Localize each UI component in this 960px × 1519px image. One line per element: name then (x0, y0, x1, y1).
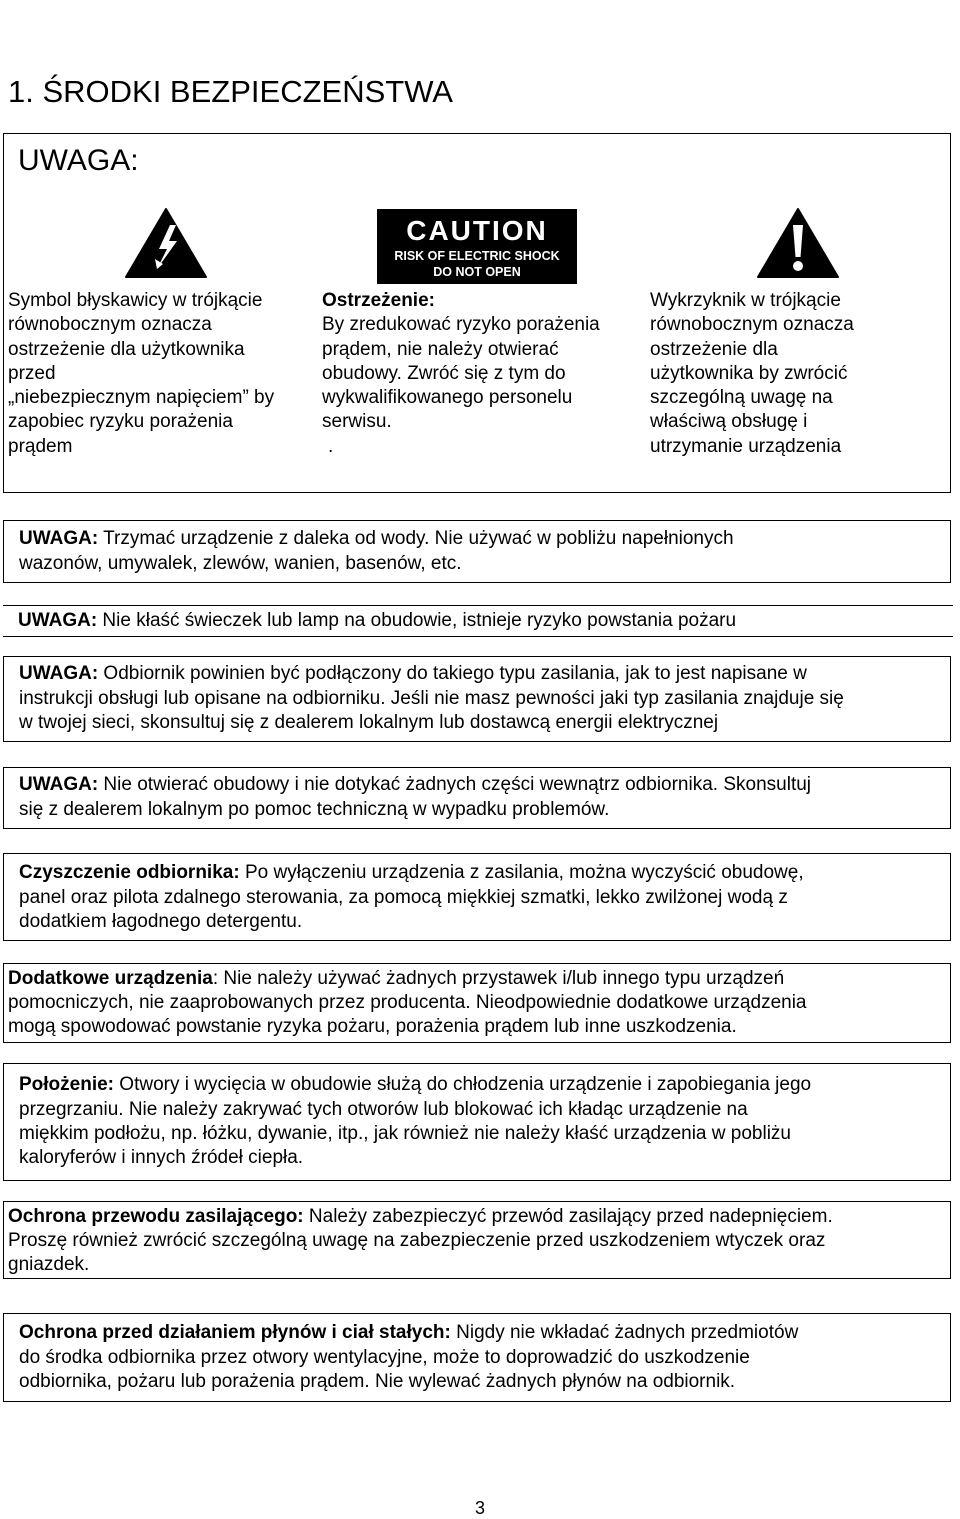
notice-cleaning (3, 853, 951, 941)
notice-label: Położenie: (19, 1074, 115, 1095)
exclamation-desc-line: równobocznym oznacza (650, 314, 854, 336)
warning-desc-line: By zredukować ryzyko porażenia (322, 314, 600, 336)
lightning-desc-line: równobocznym oznacza (8, 314, 212, 336)
notice-liquids (3, 1313, 951, 1402)
caution-sign-icon (377, 209, 577, 284)
exclamation-triangle-icon (756, 207, 840, 279)
lightning-desc-line: prądem (8, 435, 73, 457)
lightning-desc-line: „niebezpiecznym napięciem” by (8, 387, 275, 409)
section-title: 1. ŚRODKI BEZPIECZEŃSTWA (8, 74, 453, 109)
notice-label: Czyszczenie odbiornika: (19, 862, 240, 883)
notice-text: Odbiornik powinien być podłączony do takiego typu zasilania, jak to jest napisane w (98, 663, 807, 684)
exclamation-desc-line: ostrzeżenie dla (650, 338, 778, 360)
warning-desc-line: obudowy. Zwróć się z tym do (322, 362, 566, 384)
notice-text: instrukcji obsługi lub opisane na odbiorniku. Jeśli nie masz pewności jaki typ zasilania znajduje się (19, 688, 844, 709)
lightning-desc-line: zapobiec ryzyku porażenia (8, 411, 233, 433)
warning-desc-line: wykwalifikowanego personelu (322, 387, 573, 409)
notice-text: panel oraz pilota zdalnego sterowania, za pomocą miękkiej szmatki, lekko zwilżonej wodą z (19, 887, 788, 908)
notice-accessories (3, 963, 951, 1043)
lightning-desc-line: przed (8, 362, 56, 384)
exclamation-desc-line: użytkownika by zwrócić (650, 362, 848, 384)
caution-sign-line1: RISK OF ELECTRIC SHOCK (394, 249, 560, 263)
warning-desc-line: prądem, nie należy otwierać (322, 338, 559, 360)
notice-candles (18, 609, 736, 633)
notice-text: Nigdy nie wkładać żadnych przedmiotów (450, 1322, 799, 1343)
notice-text: Trzymać urządzenie z daleka od wody. Nie używać w pobliżu napełnionych (98, 528, 734, 549)
exclamation-desc-line: szczególną uwagę na (650, 387, 833, 409)
notice-label: UWAGA: (19, 774, 99, 795)
separator (3, 605, 953, 606)
warning-description (322, 289, 600, 459)
notice-text: do środka odbiornika przez otwory wentylacyjne, może to doprowadzić do uszkodzenie (19, 1347, 750, 1368)
caution-sign-big: CAUTION (406, 215, 548, 246)
notice-power (3, 656, 951, 742)
notice-placement (3, 1063, 951, 1181)
notice-label: Dodatkowe urządzenia (8, 968, 213, 989)
notice-text: dodatkiem łagodnego detergentu. (19, 911, 303, 932)
notice-text: kaloryferów i innych źródeł ciepła. (19, 1147, 304, 1168)
notice-label: UWAGA: (19, 528, 99, 549)
notice-text: się z dealerem lokalnym po pomoc techniczną w wypadku problemów. (19, 799, 610, 820)
exclamation-desc-line: Wykrzyknik w trójkącie (650, 290, 841, 311)
lightning-description (8, 289, 274, 459)
uwaga-heading: UWAGA: (18, 144, 139, 177)
notice-water (3, 520, 951, 583)
warning-desc-line: serwisu. (322, 411, 392, 433)
notice-text: Nie kłaść świeczek lub lamp na obudowie, istnieje ryzyko powstania pożaru (97, 610, 737, 631)
notice-label: UWAGA: (19, 663, 99, 684)
notice-text: pomocniczych, nie zaaprobowanych przez producenta. Nieodpowiednie dodatkowe urządzenia (8, 992, 807, 1013)
notice-text: Otwory i wycięcia w obudowie służą do chłodzenia urządzenie i zapobiegania jego (114, 1074, 812, 1095)
notice-label: Ochrona przewodu zasilającego: (8, 1206, 304, 1227)
notice-cord (3, 1201, 951, 1279)
notice-text: miękkim podłożu, np. łóżku, dywanie, itp., jak również nie należy kłaść urządzenia w pobliżu (19, 1123, 791, 1144)
exclamation-desc-line: utrzymanie urządzenia (650, 435, 842, 457)
lightning-triangle-icon (124, 207, 208, 279)
notice-text: odbiornika, pożaru lub porażenia prądem. Nie wylewać żadnych płynów na odbiornik. (19, 1371, 736, 1392)
notice-text: Proszę również zwrócić szczególną uwagę na zabezpieczenie przed uszkodzeniem wtyczek oraz (8, 1230, 826, 1251)
exclamation-desc-line: właściwą obsługę i (650, 411, 808, 433)
notice-label: Ochrona przed działaniem płynów i ciał stałych: (19, 1322, 451, 1343)
notice-text: Należy zabezpieczyć przewód zasilający przed nadepnięciem. (303, 1206, 833, 1227)
caution-sign-line2: DO NOT OPEN (433, 265, 521, 279)
separator (3, 636, 953, 637)
exclamation-description (650, 289, 854, 459)
notice-label: UWAGA: (18, 610, 98, 631)
lightning-desc-line: ostrzeżenie dla użytkownika (8, 338, 245, 360)
notice-text: : Nie należy używać żadnych przystawek i/lub innego typu urządzeń (212, 968, 785, 989)
notice-text: gniazdek. (8, 1254, 90, 1275)
notice-text: wazonów, umywalek, zlewów, wanien, basenów, etc. (19, 553, 462, 574)
page-number: 3 (474, 1498, 485, 1518)
notice-housing (3, 767, 951, 829)
notice-text: Nie otwierać obudowy i nie dotykać żadnych części wewnątrz odbiornika. Skonsultuj (98, 774, 812, 795)
notice-text: mogą spowodować powstanie ryzyka pożaru, porażenia prądem lub inne uszkodzenia. (8, 1016, 737, 1037)
warning-desc-line: . (328, 435, 334, 457)
notice-text: Po wyłączeniu urządzenia z zasilania, można wyczyścić obudowę, (239, 862, 804, 883)
notice-text: przegrzaniu. Nie należy zakrywać tych otworów lub blokować ich kładąc urządzenie na (19, 1099, 748, 1120)
lightning-desc-line: Symbol błyskawicy w trójkącie (8, 290, 263, 311)
notice-text: w twojej sieci, skonsultuj się z dealerem lokalnym lub dostawcą energii elektrycznej (19, 712, 719, 733)
warning-label: Ostrzeżenie: (322, 290, 435, 311)
